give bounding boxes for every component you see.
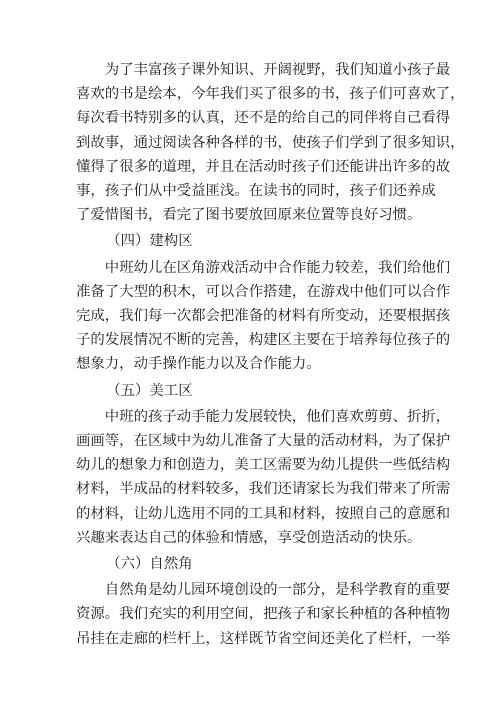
text-line: 中班的孩子动手能力发展较快，他们喜欢剪剪、折折， xyxy=(104,408,451,425)
text-line: 到故事，通过阅读各种各样的书，使孩子们学到了很多知识， xyxy=(76,134,465,151)
section-paragraph-nature xyxy=(76,578,451,651)
text-line: 子的发展情况不断的完善，构建区主要在于培养每位孩子的 xyxy=(76,332,451,349)
section-paragraph-art xyxy=(76,405,451,550)
text-line: 准备了大型的积木，可以合作搭建，在游戏中他们可以合作 xyxy=(76,283,451,300)
intro-paragraph xyxy=(76,58,465,227)
text-line: 吊挂在走廊的栏杆上，这样既节省空间还美化了栏杆，一举 xyxy=(76,630,451,647)
text-line: 喜欢的书是绘本，今年我们买了很多的书，孩子们可喜欢了， xyxy=(76,86,465,103)
section-heading-art: （五）美工区 xyxy=(106,382,193,399)
section-heading-nature: （六）自然角 xyxy=(106,556,193,573)
section-paragraph-construction xyxy=(76,256,451,377)
text-line: 自然角是幼儿园环境创设的一部分，是科学教育的重要 xyxy=(104,582,451,599)
text-line: 每次看书特别多的认真，还不是的给自己的同伴将自己看得 xyxy=(76,110,451,127)
text-line: 中班幼儿在区角游戏活动中合作能力较差，我们给他们 xyxy=(104,259,451,276)
text-line: 兴趣来表达自己的体验和情感，享受创造活动的快乐。 xyxy=(76,529,422,546)
text-line: 资源。我们充实的利用空间，把孩子和家长种植的各种植物 xyxy=(76,606,451,623)
document-page xyxy=(76,58,465,651)
text-line: 事，孩子们从中受益匪浅。在读书的同时，孩子们还养成 xyxy=(76,183,436,200)
text-line: 的材料，让幼儿选用不同的工具和材料，按照自己的意愿和 xyxy=(76,505,451,522)
text-line: 画画等，在区域中为幼儿准备了大量的活动材料，为了保护 xyxy=(76,433,451,450)
section-heading-construction: （四）建构区 xyxy=(106,233,193,250)
text-line: 了爱惜图书，看完了图书要放回原来位置等良好习惯。 xyxy=(76,207,422,224)
text-line: 懂得了很多的道理，并且在活动时孩子们还能讲出许多的故 xyxy=(76,158,451,175)
text-line: 想象力，动手操作能力以及合作能力。 xyxy=(76,356,321,373)
text-line: 材料，半成品的材料较多，我们还请家长为我们带来了所需 xyxy=(76,481,451,498)
text-line: 完成，我们每一次都会把准备的材料有所变动，还要根据孩 xyxy=(76,308,451,325)
text-line: 幼儿的想象力和创造力，美工区需要为幼儿提供一些低结构 xyxy=(76,457,451,474)
text-line: 为了丰富孩子课外知识、开阔视野，我们知道小孩子最 xyxy=(104,62,451,78)
